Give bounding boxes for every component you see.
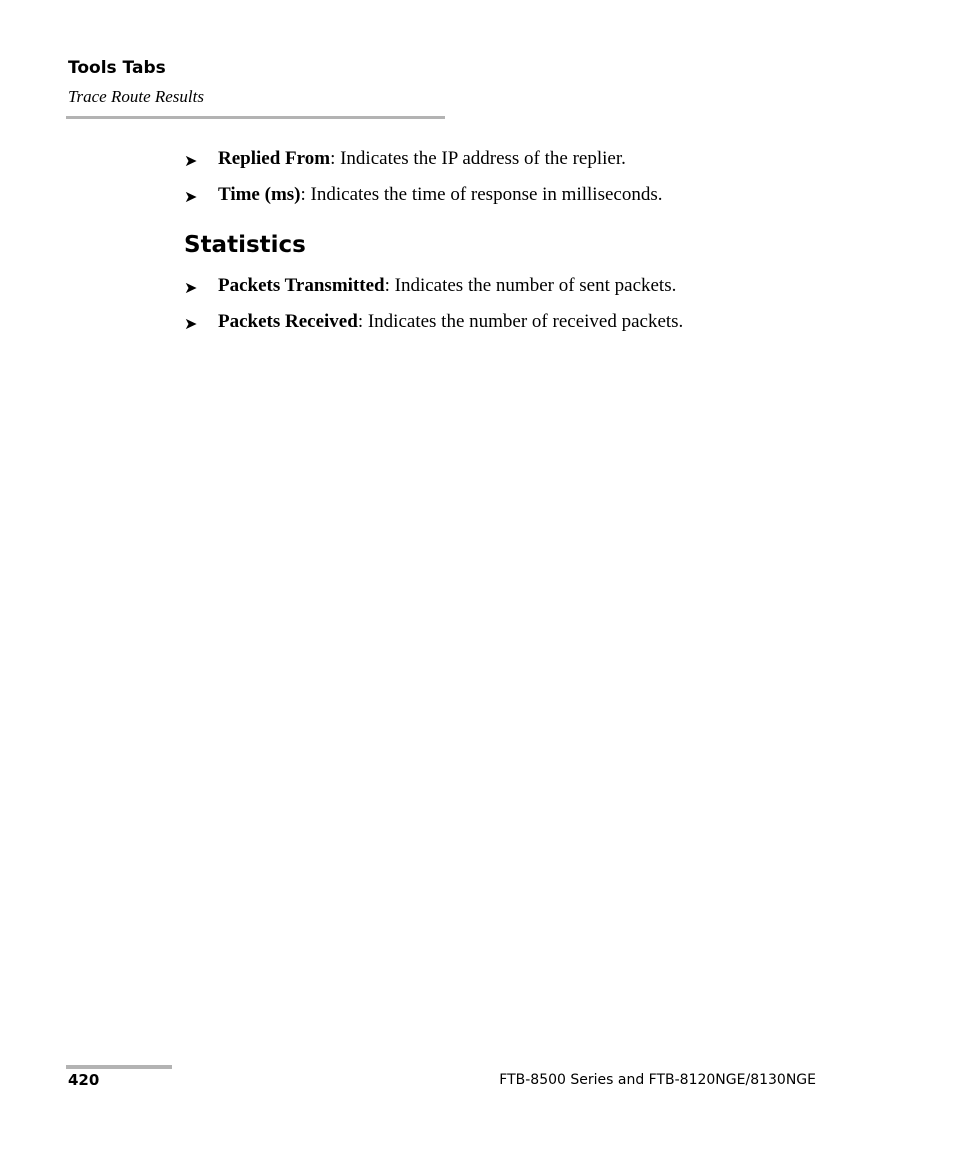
arrow-bullet-icon: ➤: [184, 314, 198, 333]
footer-rule: [66, 1065, 172, 1069]
bullet-term: Packets Transmitted: [218, 275, 385, 296]
bullet-term: Time (ms): [218, 184, 301, 205]
bullet-description: : Indicates the time of response in milliseconds.: [300, 184, 663, 205]
list-item-packets-received: [184, 311, 683, 335]
bullet-term: Replied From: [218, 148, 331, 169]
page-number: 420: [68, 1071, 100, 1089]
list-item-packets-transmitted: [184, 275, 676, 299]
arrow-bullet-icon: ➤: [184, 151, 198, 170]
footer-product-name: FTB-8500 Series and FTB-8120NGE/8130NGE: [499, 1072, 816, 1088]
header-rule: [66, 116, 445, 119]
bullet-description: : Indicates the number of received packets.: [357, 311, 684, 332]
list-item-replied-from: [184, 148, 626, 172]
list-item-time-ms: [184, 184, 662, 208]
bullet-description: : Indicates the IP address of the replier.: [330, 148, 626, 169]
header-title: Tools Tabs: [68, 58, 166, 78]
bullet-term: Packets Received: [218, 311, 358, 332]
section-heading-statistics: Statistics: [184, 232, 306, 258]
arrow-bullet-icon: ➤: [184, 278, 198, 297]
arrow-bullet-icon: ➤: [184, 187, 198, 206]
bullet-description: : Indicates the number of sent packets.: [384, 275, 677, 296]
header-subtitle: Trace Route Results: [68, 87, 204, 106]
